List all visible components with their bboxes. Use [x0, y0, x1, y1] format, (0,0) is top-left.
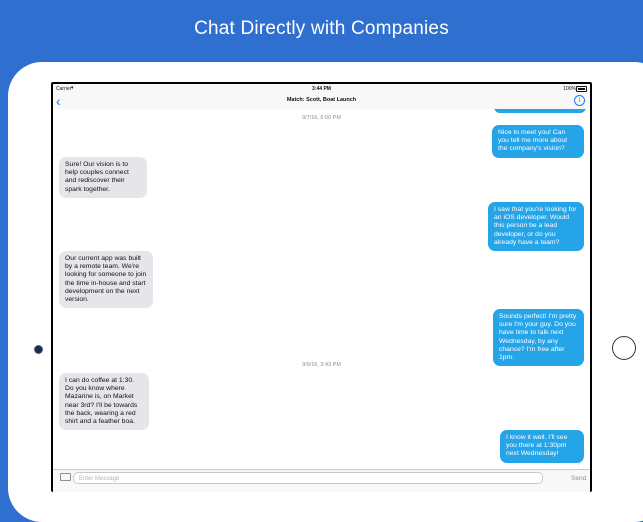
resize-handle-icon[interactable]: ∕	[579, 461, 581, 467]
info-icon[interactable]: i	[574, 95, 585, 106]
previous-message-bubble	[494, 109, 586, 113]
battery-percent: 100%	[563, 86, 576, 92]
navigation-bar	[53, 93, 590, 110]
message-bubble-outgoing[interactable]: Sounds perfect! I'm pretty sure I'm your guy. Do you have time to talk next Wednesday, by any chance? I'm free after 1pm.	[493, 309, 584, 366]
conversation-title: Match: Scott, Boat Launch	[286, 97, 357, 103]
timestamp: 9/7/16, 6:00 PM	[302, 115, 341, 121]
front-camera-icon	[34, 345, 43, 354]
status-time: 3:44 PM	[312, 86, 331, 92]
message-bubble-incoming[interactable]: Sure! Our vision is to help couples connect and rediscover their spark together.	[59, 157, 147, 198]
battery-icon	[576, 86, 587, 92]
home-button[interactable]	[612, 336, 636, 360]
camera-icon[interactable]	[60, 473, 71, 481]
message-input[interactable]: Enter Message	[73, 472, 543, 484]
device-screen	[51, 82, 592, 492]
message-bubble-outgoing[interactable]: Nice to meet you! Can you tell me more about the company's vision?	[492, 125, 584, 158]
message-composer	[53, 469, 590, 492]
message-bubble-outgoing[interactable]: I know it well. I'll see you there at 1:30pm next Wednesday!	[500, 430, 584, 463]
message-bubble-incoming[interactable]: I can do coffee at 1:30. Do you know where Mazarine is, on Market near 3rd? I'll be towards the back, wearing a red shirt and a feather boa.	[59, 373, 149, 430]
chevron-left-icon[interactable]: ‹	[56, 93, 61, 109]
wifi-icon: ▾	[71, 85, 74, 91]
message-bubble-outgoing[interactable]: I saw that you're looking for an iOS developer. Would this person be a lead developer, or do you already have a team?	[488, 202, 584, 251]
promo-title: Chat Directly with Companies	[194, 18, 449, 39]
send-button[interactable]: Send	[571, 475, 587, 482]
message-bubble-incoming[interactable]: Our current app was built by a remote team. We're looking for someone to join the time in-house and start development on the next version.	[59, 251, 153, 308]
carrier-label: Carrier	[56, 86, 72, 92]
status-bar	[53, 84, 590, 93]
timestamp: 9/9/16, 3:43 PM	[302, 362, 341, 368]
message-list[interactable]	[53, 109, 590, 469]
